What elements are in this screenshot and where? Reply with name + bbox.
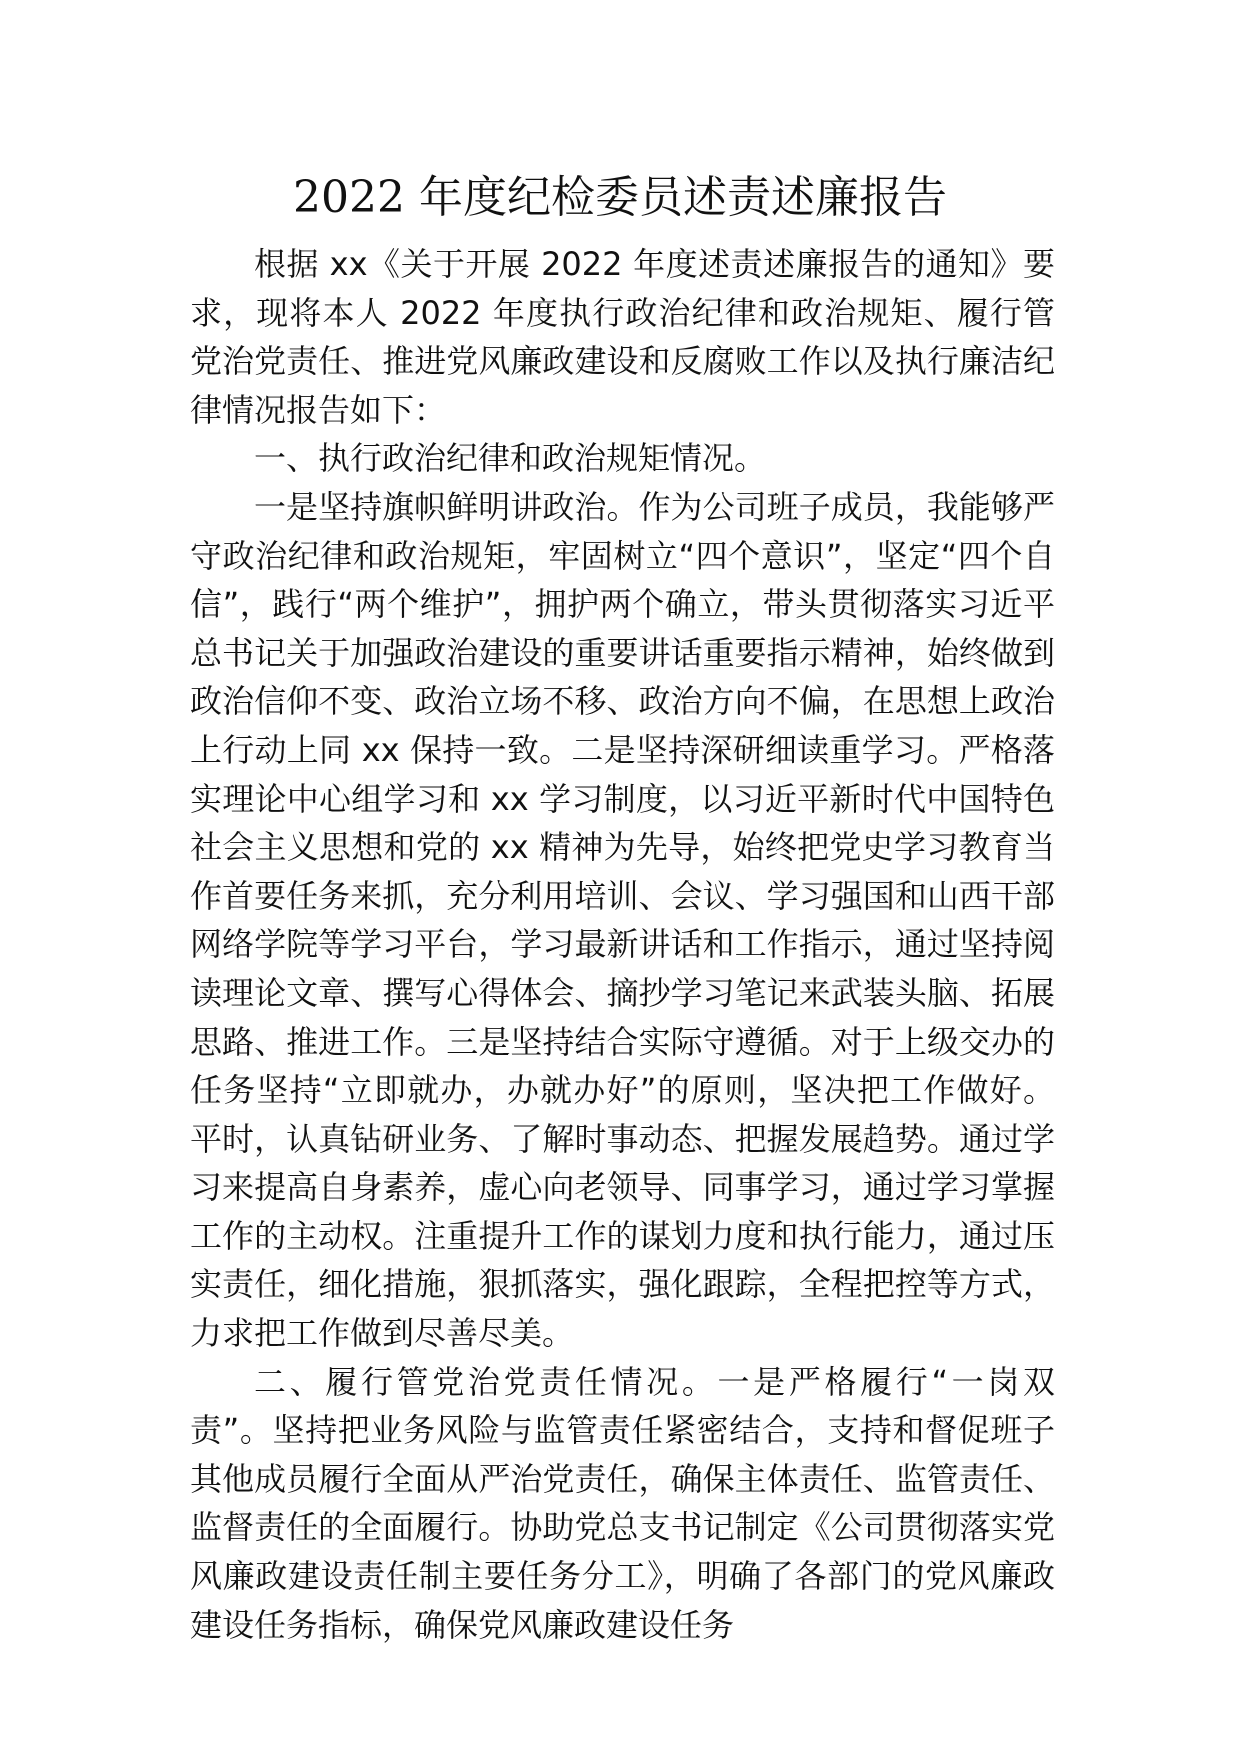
paragraph-intro: 根据 xx《关于开展 2022 年度述责述廉报告的通知》要求，现将本人 2022 年度执行政治纪律和政治规矩、履行管党治党责任、推进党风廉政建设和反腐败工作以及执行廉洁纪律情况报告如下：	[190, 245, 1055, 429]
document-body	[190, 240, 1055, 1649]
paragraph-section-2: 二、履行管党治党责任情况。一是严格履行“一岗双责”。坚持把业务风险与监管责任紧密结合，支持和督促班子其他成员履行全面从严治党责任，确保主体责任、监管责任、监督责任的全面履行。协助党总支书记制定《公司贯彻落实党风廉政建设责任制主要任务分工》，明确了各部门的党风廉政建设任务指标，确保党风廉政建设任务	[190, 1362, 1055, 1644]
paragraph-section-1: 一是坚持旗帜鲜明讲政治。作为公司班子成员，我能够严守政治纪律和政治规矩，牢固树立“四个意识”，坚定“四个自信”，践行“两个维护”，拥护两个确立，带头贯彻落实习近平总书记关于加强政治建设的重要讲话重要指示精神，始终做到政治信仰不变、政治立场不移、政治方向不偏，在思想上政治上行动上同 xx 保持一致。二是坚持深研细读重学习。严格落实理论中心组学习和 xx 学习制度，以习近平新时代中国特色社会主义思想和党的 xx 精神为先导，始终把党史学习教育当作首要任务来抓，充分利用培训、会议、学习强国和山西干部网络学院等学习平台，学习最新讲话和工作指示，通过坚持阅读理论文章、撰写心得体会、摘抄学习笔记来武装头脑、拓展思路、推进工作。三是坚持结合实际守遵循。对于上级交办的任务坚持“立即就办，办就办好”的原则，坚决把工作做好。平时，认真钻研业务、了解时事动态、把握发展趋势。通过学习来提高自身素养，虚心向老领导、同事学习，通过学习掌握工作的主动权。注重提升工作的谋划力度和执行能力，通过压实责任，细化措施，狠抓落实，强化跟踪，全程把控等方式，力求把工作做到尽善尽美。	[190, 487, 1055, 1353]
section-heading-1: 一、执行政治纪律和政治规矩情况。	[254, 439, 767, 478]
document-title: 2022 年度纪检委员述责述廉报告	[293, 172, 947, 223]
